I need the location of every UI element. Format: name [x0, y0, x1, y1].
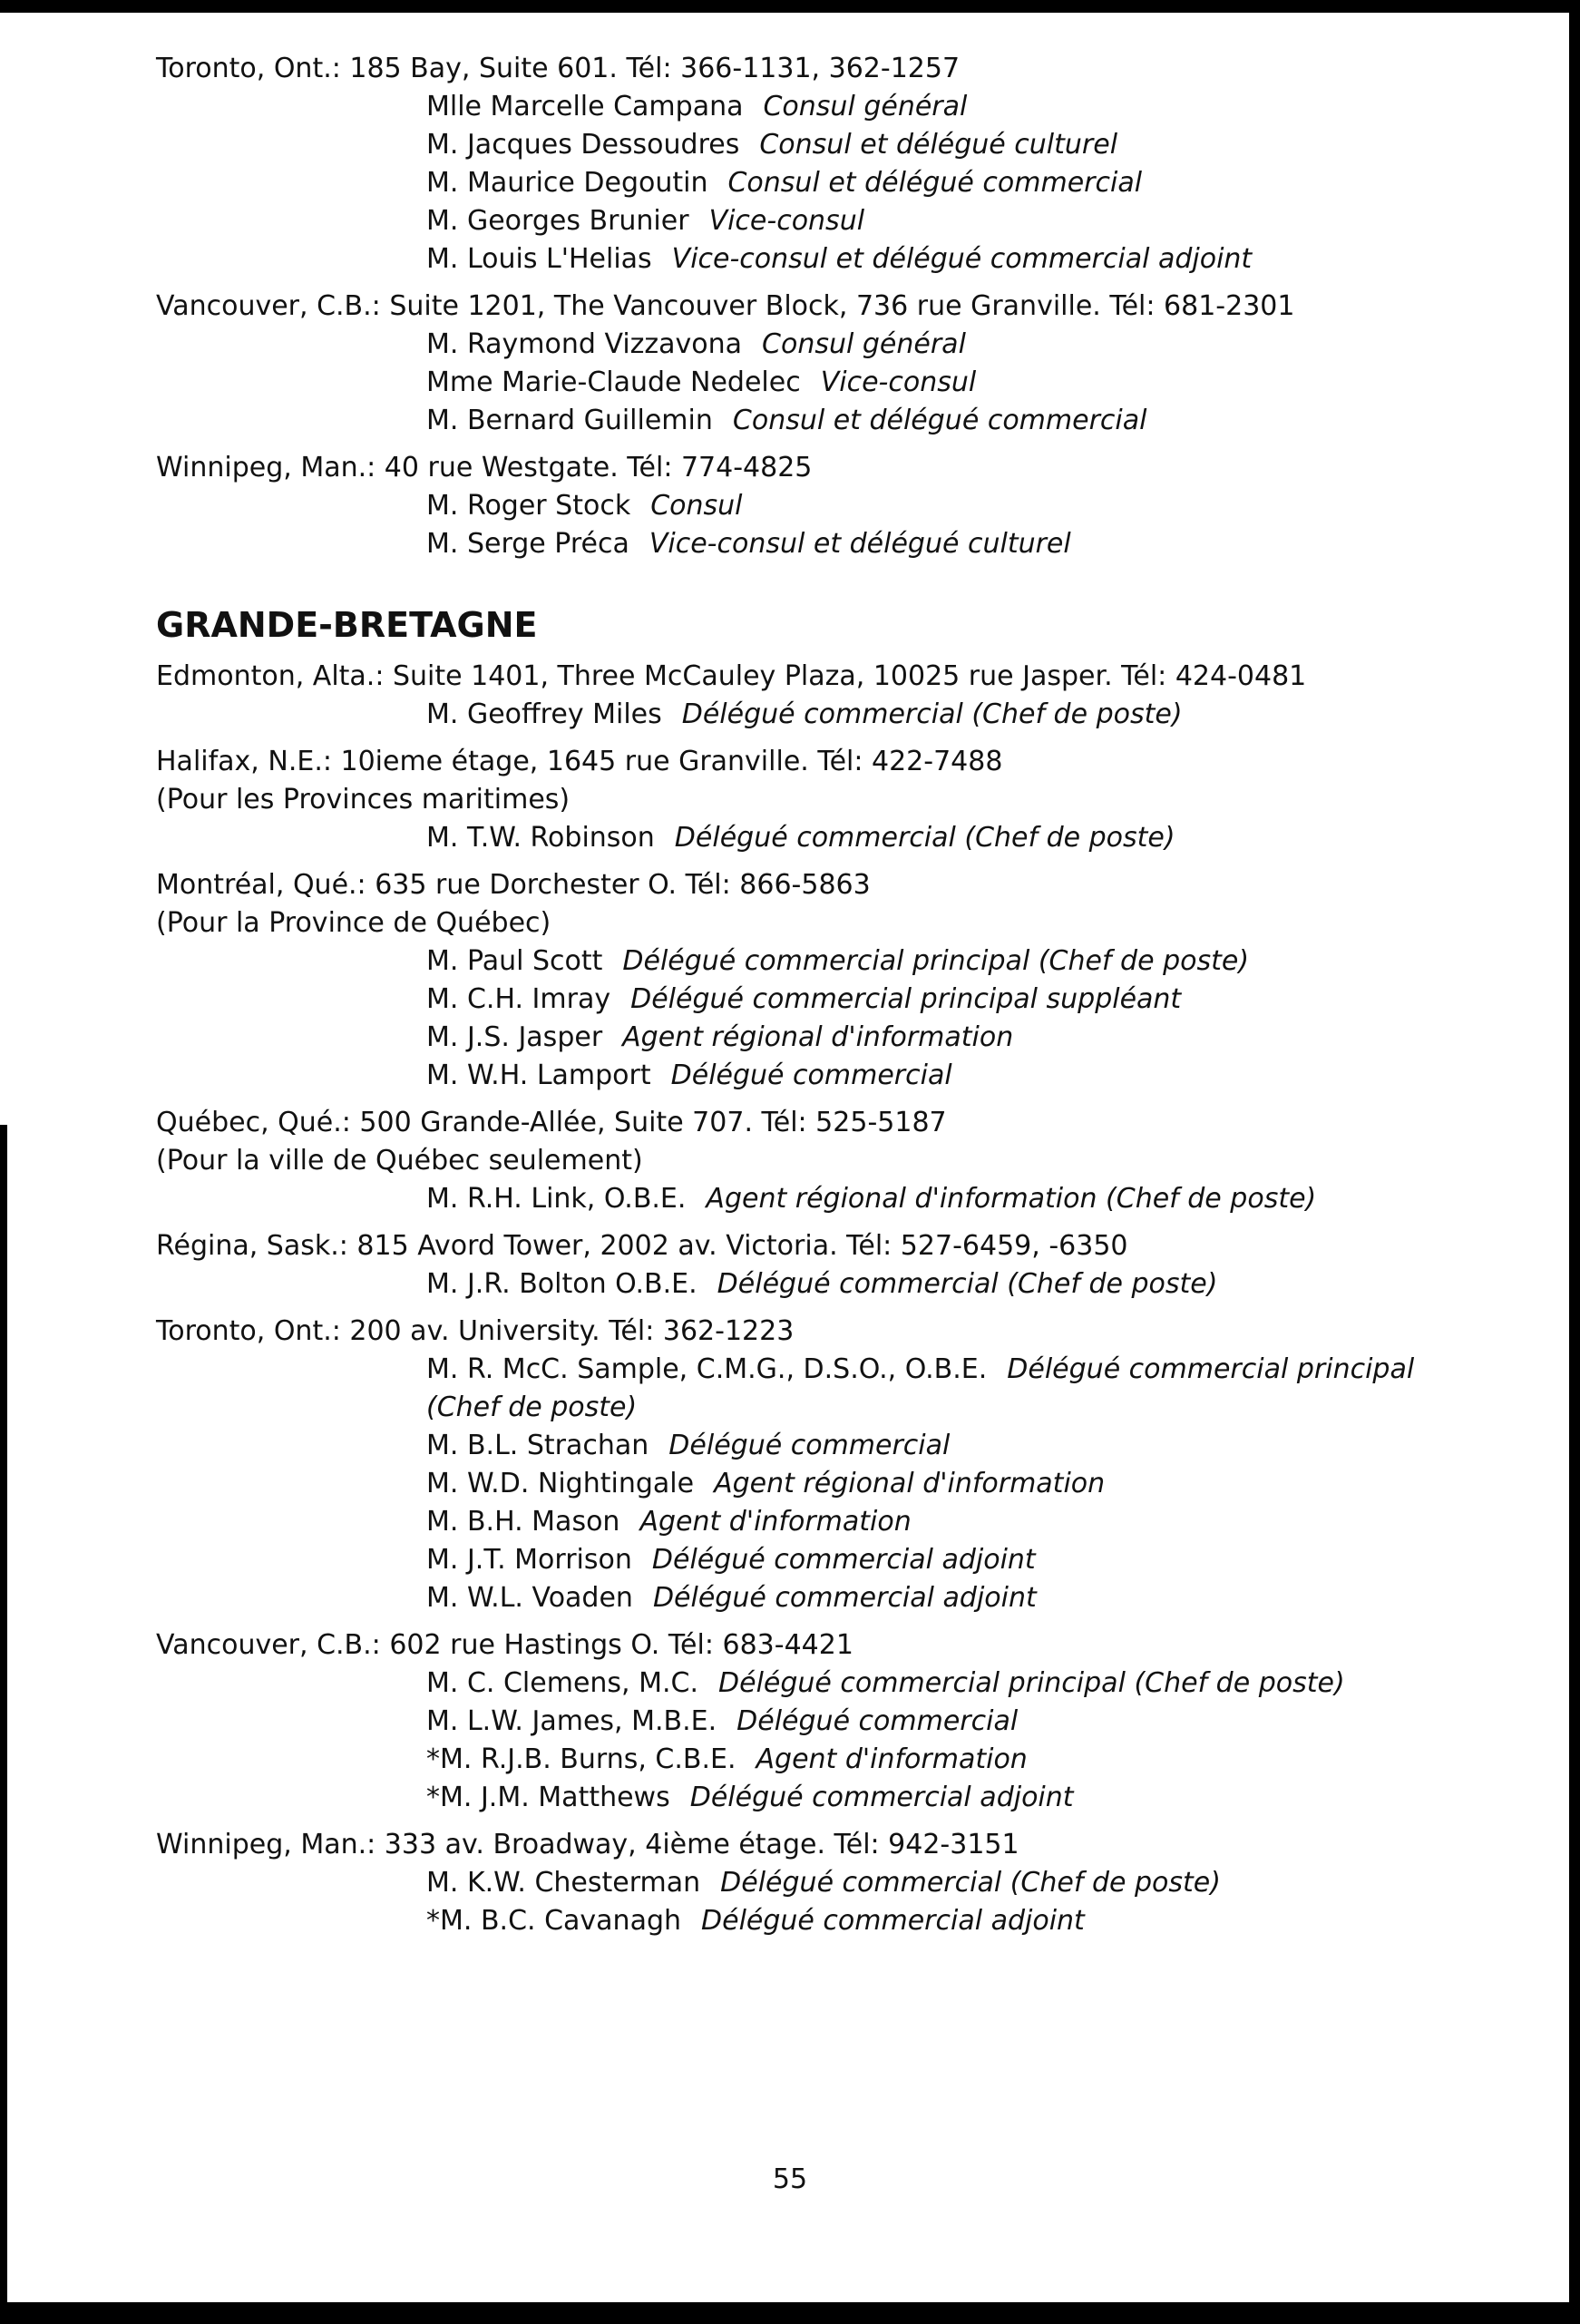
section-title: GRANDE-BRETAGNE [156, 605, 538, 645]
staff-role: Délégué commercial principal (Chef de poste) [622, 945, 1250, 977]
staff-row [426, 696, 1517, 734]
directory-entry [156, 658, 1517, 734]
office-note: (Pour la ville de Québec seulement) [156, 1145, 643, 1177]
staff-role: Vice-consul et délégué commercial adjoint [671, 243, 1253, 275]
office-address: Winnipeg, Man.: 333 av. Broadway, 4ième étage. Tél: 942-3151 [156, 1829, 1019, 1860]
directory-entry [156, 743, 1517, 857]
staff-row [426, 88, 1517, 126]
staff-role: Consul [650, 490, 743, 522]
staff-row [426, 1019, 1517, 1057]
staff-role: Vice-consul et délégué culturel [649, 528, 1071, 560]
staff-role: Délégué commercial principal suppléant [630, 983, 1182, 1015]
staff-row [426, 1864, 1517, 1902]
staff-role: Délégué commercial (Chef de poste) [720, 1867, 1221, 1899]
staff-row [426, 1465, 1517, 1503]
staff-row [426, 164, 1517, 202]
staff-row [426, 981, 1517, 1019]
france-consulates [156, 50, 1517, 563]
staff-name: M. Roger Stock [426, 490, 631, 522]
staff-row [426, 402, 1517, 440]
directory-entry [156, 1227, 1517, 1304]
staff-row [426, 240, 1517, 278]
staff-name: M. J.S. Jasper [426, 1021, 603, 1053]
staff-role: Délégué commercial (Chef de poste) [681, 698, 1183, 730]
staff-row [426, 202, 1517, 240]
staff-row [426, 942, 1517, 981]
staff-name: M. B.H. Mason [426, 1506, 620, 1538]
staff-role: Consul et délégué culturel [759, 129, 1118, 161]
staff-name: M. K.W. Chesterman [426, 1867, 701, 1899]
office-note: (Pour les Provinces maritimes) [156, 784, 571, 815]
staff-name: M. W.L. Voaden [426, 1582, 633, 1614]
staff-row [426, 819, 1517, 857]
staff-row [426, 1579, 1517, 1617]
staff-name: M. R.H. Link, O.B.E. [426, 1183, 687, 1215]
staff-row [426, 487, 1517, 525]
staff-role: Délégué commercial (Chef de poste) [717, 1268, 1218, 1300]
directory-entry [156, 288, 1517, 440]
staff-role: Délégué commercial adjoint [651, 1544, 1036, 1576]
directory-entry [156, 1313, 1517, 1617]
staff-row [426, 1180, 1517, 1218]
staff-row [426, 1057, 1517, 1095]
staff-name: M. B.L. Strachan [426, 1430, 649, 1461]
staff-row [426, 1741, 1517, 1779]
staff-name: Mme Marie-Claude Nedelec [426, 366, 801, 398]
staff-name: M. J.R. Bolton O.B.E. [426, 1268, 697, 1300]
staff-name: M. W.H. Lamport [426, 1059, 651, 1091]
staff-row [426, 1351, 1517, 1389]
staff-role: Agent d'information [756, 1743, 1028, 1775]
office-note: (Pour la Province de Québec) [156, 907, 551, 939]
staff-row [426, 1779, 1517, 1817]
scan-bottom-border [0, 2302, 1580, 2324]
staff-role: Délégué commercial [668, 1430, 951, 1461]
office-address: Régina, Sask.: 815 Avord Tower, 2002 av. Victoria. Tél: 527-6459, -6350 [156, 1230, 1128, 1262]
staff-row [426, 1541, 1517, 1579]
scan-top-border [0, 0, 1580, 13]
staff-name: Mlle Marcelle Campana [426, 91, 744, 122]
staff-row [426, 525, 1517, 563]
staff-row [426, 1503, 1517, 1541]
staff-name: M. Serge Préca [426, 528, 629, 560]
staff-role: Agent régional d'information [622, 1021, 1014, 1053]
staff-name: *M. J.M. Matthews [426, 1782, 670, 1813]
staff-role: Vice-consul [820, 366, 977, 398]
staff-role: Agent régional d'information (Chef de poste) [706, 1183, 1317, 1215]
staff-name: M. L.W. James, M.B.E. [426, 1705, 717, 1737]
office-address: Halifax, N.E.: 10ieme étage, 1645 rue Granville. Tél: 422-7488 [156, 746, 1003, 777]
scan-right-border [1569, 0, 1580, 2324]
directory-entry [156, 1626, 1517, 1817]
staff-name: M. Raymond Vizzavona [426, 328, 743, 360]
staff-role: Délégué commercial principal (Chef de poste) [718, 1667, 1345, 1699]
staff-role: Délégué commercial [736, 1705, 1019, 1737]
staff-role: Consul général [763, 91, 968, 122]
staff-role: Délégué commercial [670, 1059, 952, 1091]
staff-row [426, 1665, 1517, 1703]
staff-name: M. Maurice Degoutin [426, 167, 708, 199]
staff-row [426, 1902, 1517, 1940]
staff-role-continued: (Chef de poste) [426, 1391, 638, 1423]
page-content [156, 50, 1517, 1949]
office-address: Toronto, Ont.: 185 Bay, Suite 601. Tél: 366-1131, 362-1257 [156, 53, 961, 84]
staff-role: Délégué commercial (Chef de poste) [674, 822, 1175, 854]
staff-name: M. C.H. Imray [426, 983, 611, 1015]
staff-name: *M. B.C. Cavanagh [426, 1905, 682, 1937]
staff-role: Délégué commercial adjoint [701, 1905, 1085, 1937]
staff-name: M. Louis L'Helias [426, 243, 652, 275]
staff-name: M. Jacques Dessoudres [426, 129, 740, 161]
staff-role: Consul et délégué commercial [727, 167, 1143, 199]
staff-role: Vice-consul [708, 205, 865, 237]
gb-offices [156, 658, 1517, 1940]
staff-name: M. T.W. Robinson [426, 822, 655, 854]
staff-name: M. W.D. Nightingale [426, 1468, 695, 1499]
directory-entry [156, 1104, 1517, 1218]
staff-role: Délégué commercial adjoint [652, 1582, 1037, 1614]
staff-name: M. Bernard Guillemin [426, 405, 713, 436]
office-address: Vancouver, C.B.: 602 rue Hastings O. Tél: 683-4421 [156, 1629, 853, 1661]
staff-name: M. C. Clemens, M.C. [426, 1667, 699, 1699]
staff-row [426, 1427, 1517, 1465]
staff-name: M. J.T. Morrison [426, 1544, 632, 1576]
directory-entry [156, 50, 1517, 278]
staff-row [426, 1265, 1517, 1304]
office-address: Winnipeg, Man.: 40 rue Westgate. Tél: 774-4825 [156, 452, 813, 483]
staff-name: M. Paul Scott [426, 945, 603, 977]
staff-role: Délégué commercial adjoint [689, 1782, 1074, 1813]
staff-name: *M. R.J.B. Burns, C.B.E. [426, 1743, 736, 1775]
staff-name: M. R. McC. Sample, C.M.G., D.S.O., O.B.E. [426, 1353, 988, 1385]
staff-row [426, 126, 1517, 164]
office-address: Québec, Qué.: 500 Grande-Allée, Suite 707. Tél: 525-5187 [156, 1107, 947, 1138]
staff-row [426, 326, 1517, 364]
staff-name: M. Georges Brunier [426, 205, 689, 237]
staff-role: Agent d'information [639, 1506, 912, 1538]
staff-role: Consul général [762, 328, 966, 360]
directory-entry [156, 449, 1517, 563]
staff-role: Délégué commercial principal [1007, 1353, 1415, 1385]
office-address: Toronto, Ont.: 200 av. University. Tél: 362-1223 [156, 1315, 795, 1347]
directory-entry [156, 866, 1517, 1095]
staff-role: Agent régional d'information [714, 1468, 1106, 1499]
staff-role: Consul et délégué commercial [732, 405, 1147, 436]
office-address: Vancouver, C.B.: Suite 1201, The Vancouver Block, 736 rue Granville. Tél: 681-2301 [156, 290, 1295, 322]
office-address: Montréal, Qué.: 635 rue Dorchester O. Tél: 866-5863 [156, 869, 871, 901]
office-address: Edmonton, Alta.: Suite 1401, Three McCauley Plaza, 10025 rue Jasper. Tél: 424-0481 [156, 660, 1307, 692]
staff-name: M. Geoffrey Miles [426, 698, 662, 730]
page-number: 55 [772, 2163, 808, 2195]
directory-entry [156, 1826, 1517, 1940]
scan-left-border [0, 1125, 7, 2304]
staff-row [426, 1703, 1517, 1741]
staff-row [426, 364, 1517, 402]
